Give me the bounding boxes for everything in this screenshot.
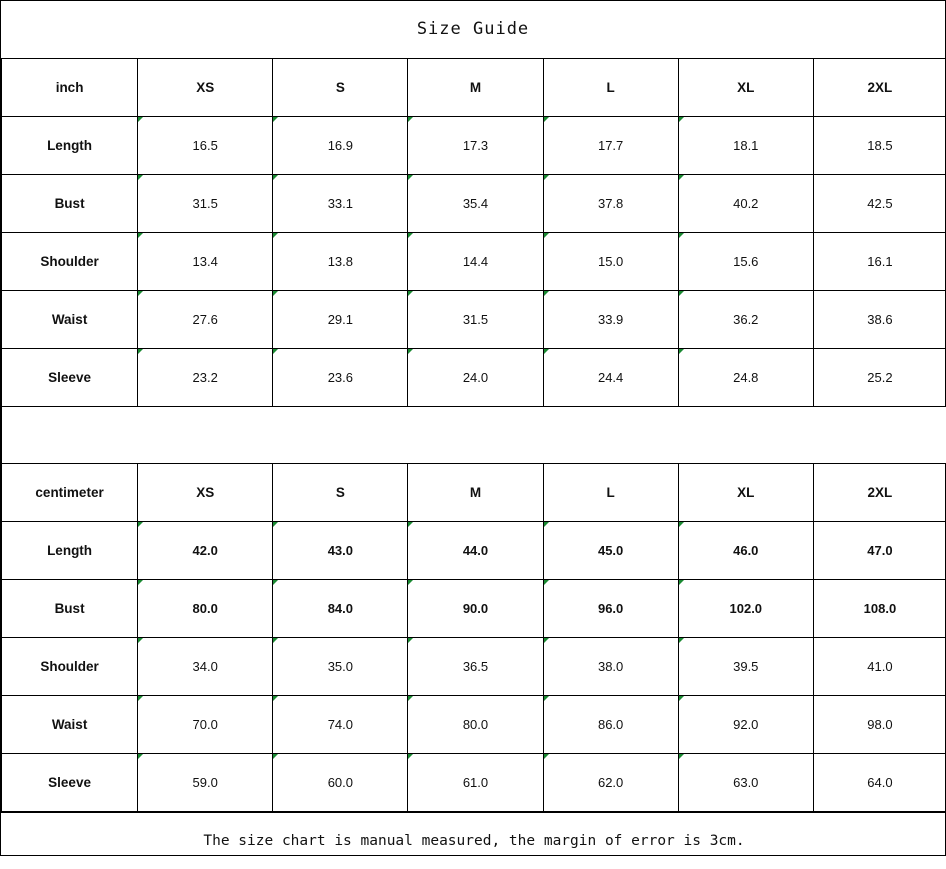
cell-length-m: 17.3 (408, 117, 543, 175)
corner-tick-icon (273, 291, 278, 296)
corner-tick-icon (544, 175, 549, 180)
table-row (2, 291, 946, 349)
table-row (2, 349, 946, 407)
cell-length-xs: 16.5 (138, 117, 273, 175)
cell-bust-s: 84.0 (273, 580, 408, 638)
corner-tick-icon (544, 117, 549, 122)
size-table-inch (1, 58, 946, 407)
cell-sleeve-l: 24.4 (543, 349, 678, 407)
cell-length-xs: 42.0 (138, 522, 273, 580)
corner-tick-icon (544, 754, 549, 759)
cell-length-l: 45.0 (543, 522, 678, 580)
cell-bust-xl: 40.2 (678, 175, 813, 233)
corner-tick-icon (273, 580, 278, 585)
cell-waist-2xl: 38.6 (813, 291, 946, 349)
corner-tick-icon (273, 638, 278, 643)
table-row (2, 175, 946, 233)
cell-shoulder-l: 15.0 (543, 233, 678, 291)
size-header-2xl: 2XL (813, 59, 946, 117)
corner-tick-icon (138, 117, 143, 122)
row-label-length: Length (2, 117, 138, 175)
cell-sleeve-s: 23.6 (273, 349, 408, 407)
cell-shoulder-s: 13.8 (273, 233, 408, 291)
corner-tick-icon (408, 233, 413, 238)
corner-tick-icon (679, 349, 684, 354)
cell-sleeve-m: 61.0 (408, 754, 543, 812)
corner-tick-icon (679, 522, 684, 527)
cell-length-2xl: 47.0 (813, 522, 946, 580)
cell-waist-l: 33.9 (543, 291, 678, 349)
cell-shoulder-s: 35.0 (273, 638, 408, 696)
cell-sleeve-2xl: 64.0 (813, 754, 946, 812)
cell-shoulder-2xl: 16.1 (813, 233, 946, 291)
corner-tick-icon (544, 291, 549, 296)
table-row (2, 522, 946, 580)
corner-tick-icon (544, 522, 549, 527)
cell-waist-xs: 70.0 (138, 696, 273, 754)
table-spacer (1, 407, 946, 463)
cell-bust-m: 90.0 (408, 580, 543, 638)
corner-tick-icon (679, 754, 684, 759)
row-label-length: Length (2, 522, 138, 580)
corner-tick-icon (273, 522, 278, 527)
cell-sleeve-l: 62.0 (543, 754, 678, 812)
corner-tick-icon (408, 522, 413, 527)
corner-tick-icon (544, 233, 549, 238)
size-header-l: L (543, 464, 678, 522)
cell-bust-xs: 80.0 (138, 580, 273, 638)
corner-tick-icon (679, 233, 684, 238)
cell-length-s: 16.9 (273, 117, 408, 175)
cell-waist-xs: 27.6 (138, 291, 273, 349)
corner-tick-icon (544, 349, 549, 354)
row-label-sleeve: Sleeve (2, 349, 138, 407)
cell-bust-xs: 31.5 (138, 175, 273, 233)
cell-sleeve-2xl: 25.2 (813, 349, 946, 407)
size-header-xs: XS (138, 464, 273, 522)
corner-tick-icon (679, 117, 684, 122)
cell-waist-l: 86.0 (543, 696, 678, 754)
corner-tick-icon (273, 349, 278, 354)
size-header-m: M (408, 59, 543, 117)
size-header-xs: XS (138, 59, 273, 117)
cell-shoulder-l: 38.0 (543, 638, 678, 696)
measurement-note: The size chart is manual measured, the margin of error is 3cm. (1, 812, 946, 868)
table-row (2, 117, 946, 175)
cell-waist-xl: 92.0 (678, 696, 813, 754)
cell-bust-2xl: 42.5 (813, 175, 946, 233)
corner-tick-icon (138, 291, 143, 296)
corner-tick-icon (679, 638, 684, 643)
corner-tick-icon (544, 580, 549, 585)
corner-tick-icon (544, 638, 549, 643)
cell-sleeve-m: 24.0 (408, 349, 543, 407)
corner-tick-icon (138, 638, 143, 643)
cell-shoulder-xs: 13.4 (138, 233, 273, 291)
unit-label-inch: inch (2, 59, 138, 117)
table-row (2, 754, 946, 812)
corner-tick-icon (273, 233, 278, 238)
corner-tick-icon (408, 696, 413, 701)
corner-tick-icon (273, 175, 278, 180)
size-header-2xl: 2XL (813, 464, 946, 522)
corner-tick-icon (408, 117, 413, 122)
cell-length-xl: 18.1 (678, 117, 813, 175)
table-row (2, 233, 946, 291)
row-label-bust: Bust (2, 580, 138, 638)
cell-shoulder-xl: 39.5 (678, 638, 813, 696)
cell-bust-xl: 102.0 (678, 580, 813, 638)
cell-bust-s: 33.1 (273, 175, 408, 233)
size-header-xl: XL (678, 464, 813, 522)
cell-sleeve-s: 60.0 (273, 754, 408, 812)
cell-waist-s: 74.0 (273, 696, 408, 754)
corner-tick-icon (273, 117, 278, 122)
cell-shoulder-m: 14.4 (408, 233, 543, 291)
cell-waist-m: 31.5 (408, 291, 543, 349)
corner-tick-icon (679, 175, 684, 180)
size-header-xl: XL (678, 59, 813, 117)
corner-tick-icon (679, 291, 684, 296)
cell-length-s: 43.0 (273, 522, 408, 580)
corner-tick-icon (679, 696, 684, 701)
corner-tick-icon (679, 580, 684, 585)
cell-waist-s: 29.1 (273, 291, 408, 349)
corner-tick-icon (138, 754, 143, 759)
corner-tick-icon (408, 349, 413, 354)
size-header-m: M (408, 464, 543, 522)
size-table-centimeter (1, 463, 946, 812)
size-header-s: S (273, 59, 408, 117)
cell-sleeve-xs: 23.2 (138, 349, 273, 407)
table-header-row (2, 464, 946, 522)
row-label-waist: Waist (2, 291, 138, 349)
cell-bust-l: 96.0 (543, 580, 678, 638)
unit-label-centimeter: centimeter (2, 464, 138, 522)
size-header-l: L (543, 59, 678, 117)
row-label-waist: Waist (2, 696, 138, 754)
corner-tick-icon (138, 696, 143, 701)
cell-bust-m: 35.4 (408, 175, 543, 233)
table-row (2, 696, 946, 754)
row-label-bust: Bust (2, 175, 138, 233)
corner-tick-icon (138, 175, 143, 180)
cell-sleeve-xl: 63.0 (678, 754, 813, 812)
size-header-s: S (273, 464, 408, 522)
corner-tick-icon (408, 291, 413, 296)
row-label-shoulder: Shoulder (2, 638, 138, 696)
cell-sleeve-xs: 59.0 (138, 754, 273, 812)
cell-waist-2xl: 98.0 (813, 696, 946, 754)
cell-shoulder-m: 36.5 (408, 638, 543, 696)
corner-tick-icon (408, 638, 413, 643)
page-title: Size Guide (1, 1, 945, 58)
cell-shoulder-xs: 34.0 (138, 638, 273, 696)
corner-tick-icon (408, 175, 413, 180)
corner-tick-icon (408, 580, 413, 585)
row-label-sleeve: Sleeve (2, 754, 138, 812)
cell-shoulder-xl: 15.6 (678, 233, 813, 291)
cell-bust-l: 37.8 (543, 175, 678, 233)
row-label-shoulder: Shoulder (2, 233, 138, 291)
corner-tick-icon (408, 754, 413, 759)
cell-waist-xl: 36.2 (678, 291, 813, 349)
cell-shoulder-2xl: 41.0 (813, 638, 946, 696)
corner-tick-icon (138, 522, 143, 527)
table-row (2, 638, 946, 696)
cell-length-2xl: 18.5 (813, 117, 946, 175)
corner-tick-icon (138, 349, 143, 354)
cell-length-m: 44.0 (408, 522, 543, 580)
corner-tick-icon (273, 754, 278, 759)
cell-waist-m: 80.0 (408, 696, 543, 754)
corner-tick-icon (544, 696, 549, 701)
table-header-row (2, 59, 946, 117)
cell-length-l: 17.7 (543, 117, 678, 175)
cell-bust-2xl: 108.0 (813, 580, 946, 638)
cell-sleeve-xl: 24.8 (678, 349, 813, 407)
corner-tick-icon (138, 580, 143, 585)
corner-tick-icon (273, 696, 278, 701)
corner-tick-icon (138, 233, 143, 238)
table-row (2, 580, 946, 638)
cell-length-xl: 46.0 (678, 522, 813, 580)
